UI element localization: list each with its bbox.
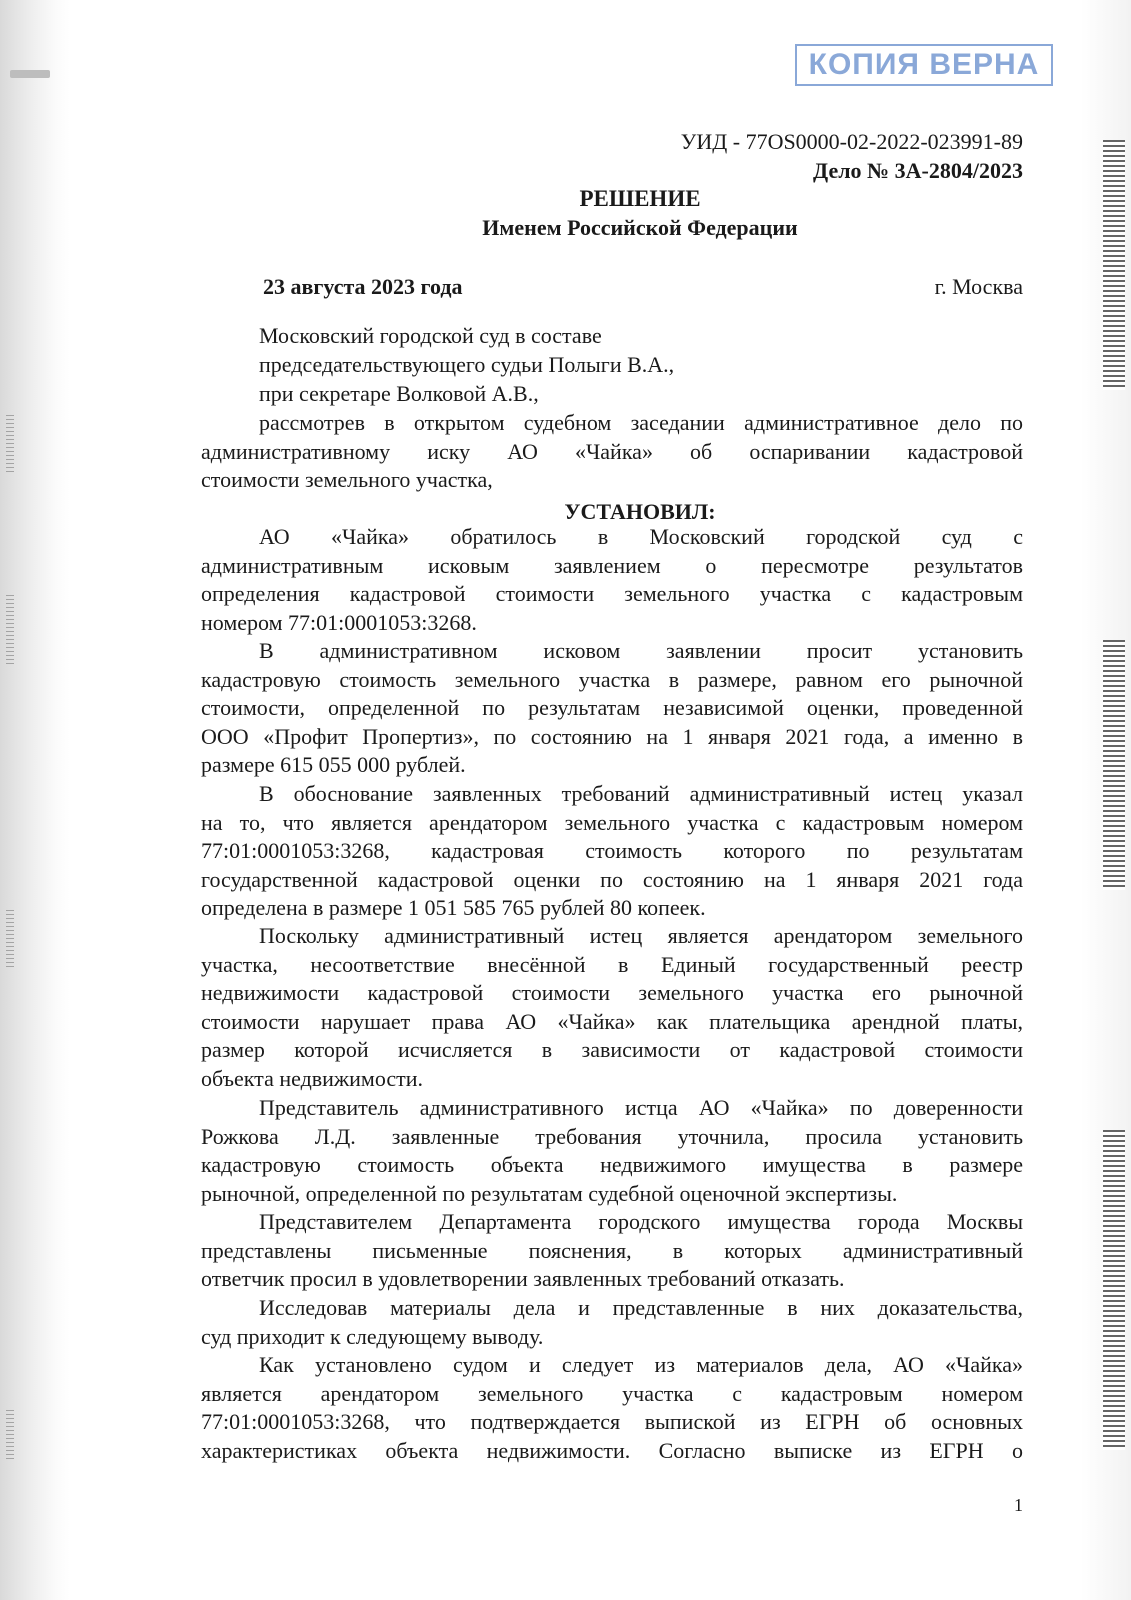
text-line: размер которой исчисляется в зависимости от кадастровой стоимости [201,1037,1023,1062]
page-number: 1 [1014,1495,1023,1515]
decision-date: 23 августа 2023 года [263,274,463,299]
text-line: Поскольку административный истец является арендатором земельного [259,923,1023,948]
text-line: характеристиках объекта недвижимости. Согласно выписке из ЕГРН о [201,1437,1023,1463]
paragraph [201,1094,1023,1208]
text-line: номером 77:01:0001053:3268. [201,609,477,635]
text-line: Исследовав материалы дела и представленные в них доказательства, [259,1295,1023,1320]
scan-edge-marks [1103,140,1125,390]
text-line: АО «Чайка» обратилось в Московский городской суд с [259,524,1023,549]
text-line: административным исковым заявлением о пересмотре результатов [201,552,1023,578]
text-line: размере 615 055 000 рублей. [201,752,466,777]
paragraph [201,523,1023,637]
text-line: Представитель административного истца АО «Чайка» по доверенности [259,1095,1023,1120]
decision-city: г. Москва [934,274,1023,299]
court-composition-line: Московский городской суд в составе [259,323,602,348]
scan-edge-marks [6,910,14,970]
court-judge-line: председательствующего судьи Полыги В.А., [259,352,675,377]
scan-edge-marks [1103,640,1125,890]
text-line: государственной кадастровой оценки по состоянию на 1 января 2021 года [201,866,1023,892]
text-line: В административном исковом заявлении просит установить [259,638,1023,663]
text-line: 77:01:0001053:3268, что подтверждается выпиской из ЕГРН об основных [201,1409,1023,1434]
scan-edge-marks [1103,1130,1125,1450]
text-line: Представителем Департамента городского имущества города Москвы [259,1209,1023,1234]
text-line: рыночной, определенной по результатам судебной оценочной экспертизы. [201,1180,898,1206]
text-line: Как установлено судом и следует из материалов дела, АО «Чайка» [259,1352,1023,1377]
text-line: стоимости нарушает права АО «Чайка» как плательщика арендной платы, [201,1008,1023,1034]
uid-line: УИД - 77OS0000-02-2022-023991-89 [680,129,1023,154]
text-line: объекта недвижимости. [201,1065,424,1091]
text-line: стоимости, определенной по результатам независимой оценки, проведенной [201,695,1023,720]
text-line: недвижимости кадастровой стоимости земельного участка его рыночной [201,980,1023,1005]
text-line: участка, несоответствие внесённой в Единый государственный реестр [201,951,1023,977]
text-line: 77:01:0001053:3268, кадастровая стоимость которого по результатам [201,838,1023,863]
text-line: Рожкова Л.Д. заявленные требования уточнила, просила установить [201,1123,1023,1149]
text-line: на то, что является арендатором земельного участка с кадастровым номером [201,809,1023,835]
scan-edge-marks [6,415,14,475]
paragraph [201,1294,1023,1351]
intro-paragraph [201,409,1023,495]
text-line: представлены письменные пояснения, в которых административный [201,1237,1023,1263]
paragraph [201,780,1023,923]
text-line: ООО «Профит Пропертиз», по состоянию на 1 января 2021 года, а именно в [201,723,1023,749]
paragraph [201,922,1023,1093]
paragraph [201,1351,1023,1465]
paragraph [201,637,1023,780]
text-line: стоимости земельного участка, [201,467,493,492]
text-line: административному иску АО «Чайка» об оспаривании кадастровой [201,438,1023,464]
scan-edge-marks [6,1410,14,1460]
section-heading: УСТАНОВИЛ: [564,499,716,524]
paragraph [201,1208,1023,1294]
text-line: суд приходит к следующему выводу. [201,1323,544,1349]
stamp-text: КОПИЯ ВЕРНА [808,48,1040,81]
text-line: является арендатором земельного участка с кадастровым номером [201,1380,1023,1406]
document-subtitle: Именем Российской Федерации [482,215,798,240]
scan-edge-marks [6,595,14,665]
document-title: РЕШЕНИЕ [579,186,701,211]
text-line: кадастровую стоимость объекта недвижимого имущества в размере [201,1152,1023,1177]
copy-certified-stamp [795,44,1053,86]
text-line: кадастровую стоимость земельного участка в размере, равном его рыночной [201,666,1023,692]
text-line: определения кадастровой стоимости земельного участка с кадастровым [201,581,1023,606]
text-line: В обоснование заявленных требований административный истец указал [259,781,1023,806]
court-secretary-line: при секретаре Волковой А.В., [259,381,539,406]
case-number: Дело № 3А-2804/2023 [813,158,1023,183]
text-line: рассмотрев в открытом судебном заседании административное дело по [259,410,1023,435]
text-line: ответчик просил в удовлетворении заявленных требований отказать. [201,1266,845,1291]
text-line: определена в размере 1 051 585 765 рублей 80 копеек. [201,895,706,920]
